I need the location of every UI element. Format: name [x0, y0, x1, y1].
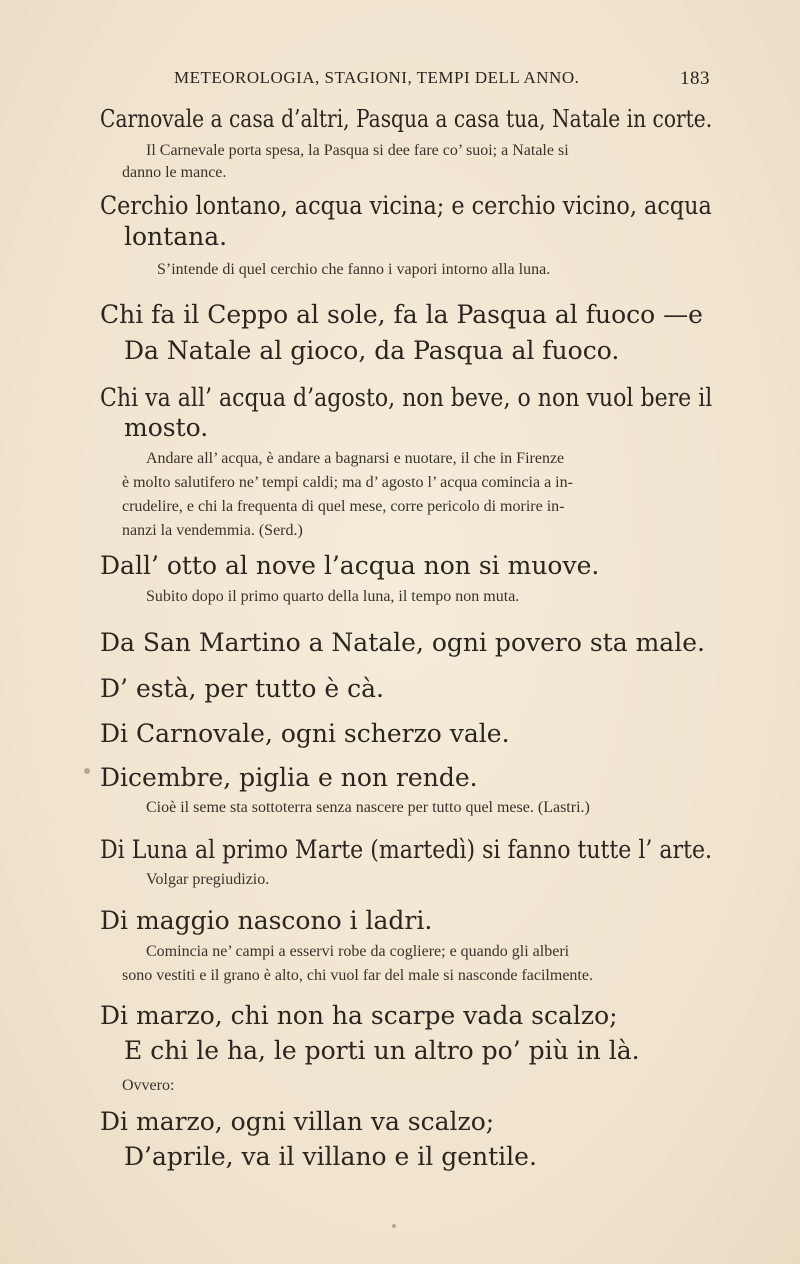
gloss-line: Andare all’ acqua, è andare a bagnarsi e nuotare, il che in Firenze	[146, 450, 565, 467]
proverb-line: mosto.	[124, 413, 209, 442]
ink-speck	[392, 1224, 396, 1228]
gloss-line: Comincia ne’ campi a esservi robe da cogliere; e quando gli alberi	[146, 943, 570, 960]
proverb-line: Di Luna al primo Marte (martedì) si fanno tutte l’ arte.	[100, 835, 713, 864]
proverb-line: Dicembre, piglia e non rende.	[100, 763, 478, 792]
proverb-line: Di marzo, chi non ha scarpe vada scalzo;	[100, 1001, 618, 1030]
proverb-line: Da San Martino a Natale, ogni povero sta male.	[100, 628, 705, 657]
proverb-line: Cerchio lontano, acqua vicina; e cerchio vicino, acqua	[100, 191, 712, 220]
gloss-line: Cioè il seme sta sottoterra senza nascere per tutto quel mese. (Lastri.)	[146, 799, 590, 816]
proverb-line: Chi fa il Ceppo al sole, fa la Pasqua al fuoco —e	[100, 300, 703, 329]
gloss-line: è molto salutifero ne’ tempi caldi; ma d’ agosto l’ acqua comincia a in-	[122, 474, 573, 491]
proverb-line: Carnovale a casa d’altri, Pasqua a casa tua, Natale in corte.	[100, 105, 713, 133]
gloss-line: Subito dopo il primo quarto della luna, il tempo non muta.	[146, 588, 520, 605]
proverb-line: Di Carnovale, ogni scherzo vale.	[100, 719, 510, 748]
proverb-line: Dall’ otto al nove l’acqua non si muove.	[100, 551, 600, 580]
gloss-line: Volgar pregiudizio.	[146, 871, 270, 888]
proverb-line: D’ està, per tutto è cà.	[100, 674, 384, 703]
gloss-line: Ovvero:	[122, 1077, 175, 1094]
proverb-line: lontana.	[124, 222, 228, 251]
proverb-line: Da Natale al gioco, da Pasqua al fuoco.	[124, 336, 620, 365]
gloss-line: nanzi la vendemmia. (Serd.)	[122, 522, 303, 539]
proverb-line: Di marzo, ogni villan va scalzo;	[100, 1107, 495, 1136]
gloss-line: danno le mance.	[122, 164, 227, 181]
running-header	[174, 68, 710, 92]
proverb-line: Chi va all’ acqua d’agosto, non beve, o non vuol bere il	[100, 383, 713, 412]
proverb-line: D’aprile, va il villano e il gentile.	[124, 1142, 537, 1171]
running-title: METEOROLOGIA, STAGIONI, TEMPI DELL ANNO.	[174, 68, 580, 87]
proverb-line: Di maggio nascono i ladri.	[100, 906, 433, 935]
ink-speck	[84, 768, 90, 774]
page-number: 183	[680, 68, 710, 89]
gloss-line: sono vestiti e il grano è alto, chi vuol far del male si nasconde facilmente.	[122, 967, 593, 984]
proverb-line: E chi le ha, le porti un altro po’ più in là.	[124, 1036, 640, 1065]
gloss-line: S’intende di quel cerchio che fanno i vapori intorno alla luna.	[157, 261, 551, 278]
gloss-line: crudelire, e chi la frequenta di quel mese, corre pericolo di morire in-	[122, 498, 565, 515]
gloss-line: Il Carnevale porta spesa, la Pasqua si dee fare co’ suoi; a Natale si	[146, 142, 569, 159]
